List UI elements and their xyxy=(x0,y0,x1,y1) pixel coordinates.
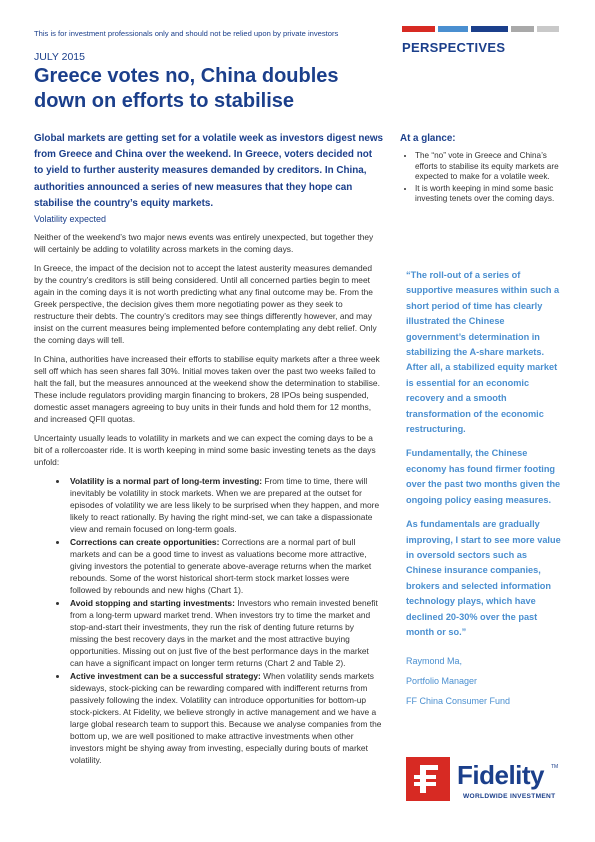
stripe-lightgrey xyxy=(537,26,559,32)
section-subhead: Volatility expected xyxy=(34,214,107,224)
quote-paragraph: Fundamentally, the Chinese economy has found firmer footing over the past two months given the ongoing policy easing measures. xyxy=(406,448,561,505)
tenets-list xyxy=(34,475,382,766)
quote-paragraph: As fundamentals are gradually improving, I start to see more value in oversold sectors such as Chinese insurance companies, brokers and selected information technology plays, which have declined 20-30% over the past month or so.” xyxy=(406,519,561,637)
article-title xyxy=(34,64,394,114)
brand-stripe xyxy=(402,26,562,32)
fidelity-wordmark: Fidelity xyxy=(457,760,545,790)
attribution-name: Raymond Ma, xyxy=(406,656,463,666)
stripe-grey xyxy=(511,26,535,32)
trademark-mark: TM xyxy=(551,764,559,770)
pull-quote xyxy=(406,268,562,649)
brand-title: PERSPECTIVES xyxy=(402,40,506,55)
article-date: JULY 2015 xyxy=(34,51,85,63)
disclaimer-text: This is for investment professionals only and should not be relied upon by private investors xyxy=(34,29,339,38)
stripe-red xyxy=(402,26,435,32)
quote-paragraph: “The roll-out of a series of supportive measures within such a short period of time has clearly illustrated the Chinese government’s determination in stabilizing the A-share markets. After all, a stabilized equity market is essential for an economic recovery and a smooth transformation of the economic restructuring. xyxy=(406,270,560,435)
attribution-role: Portfolio Manager xyxy=(406,676,478,686)
glance-item: • It is worth keeping in mind some basic investing tenets over the coming days. xyxy=(415,184,560,205)
fidelity-f-glyph xyxy=(406,757,450,801)
at-a-glance-box xyxy=(400,133,560,206)
list-item-lead: Corrections can create opportunities: xyxy=(70,537,220,547)
quote-attribution xyxy=(406,656,562,716)
paragraph: Uncertainty usually leads to volatility in markets and we can expect the coming days to be a bit of a rollercoaster ride. It is worth keeping in mind some basic investing tenets as the days unfold: xyxy=(34,433,376,467)
glance-item: • The “no” vote in Greece and China’s efforts to stabilise its equity markets are expected to make for a volatile week. xyxy=(415,151,560,183)
stripe-lightblue xyxy=(438,26,467,32)
stripe-darkblue xyxy=(471,26,508,32)
paragraph: In China, authorities have increased their efforts to stabilise equity markets after a three week sell off which has seen shares fall 30%. Initial moves taken over the past two weeks failed to halt the fall, but the measures announced at the weekend show the determination to stabilise. These include regulators providing margin financing to brokers, 28 IPOs being suspended, domestic asset managers agreeing to buy units in their funds and hold them for 12 months, and increased QFII quotas. xyxy=(34,354,380,424)
list-item-lead: Volatility is a normal part of long-term investing: xyxy=(70,476,263,486)
attribution-fund: FF China Consumer Fund xyxy=(406,696,511,706)
fidelity-tagline: WORLDWIDE INVESTMENT xyxy=(463,793,556,800)
at-a-glance-heading: At a glance: xyxy=(400,133,456,144)
title-line-1: Greece votes no, China doubles xyxy=(34,65,339,87)
list-item xyxy=(68,597,382,669)
article-body xyxy=(34,231,382,767)
article-lede: Global markets are getting set for a volatile week as investors digest news from Greece and China over the weekend. In Greece, voters decided not to yield to further austerity measures demanded by creditors. In China, authorities announced a series of new measures that they hope can stabilise the country’s equity markets. xyxy=(34,133,384,209)
list-item-text: Investors who remain invested benefit from a long-term upward market trend. When investors try to time the market and stop-and-start their investments, they run the risk of denting future returns by missing the best recovery days in the market and the most attractive buying opportunities. Missing out on just five of the best performance days in the market can have a significant impact on longer term returns (Chart 2 and Table 2). xyxy=(70,598,378,668)
title-line-2: down on efforts to stabilise xyxy=(34,90,295,112)
paragraph: Neither of the weekend’s two major news events was entirely unexpected, but together they will certainly be adding to volatility across markets in the coming days. xyxy=(34,232,374,254)
list-item xyxy=(68,475,382,535)
list-item xyxy=(68,670,382,766)
list-item-lead: Avoid stopping and starting investments: xyxy=(70,598,235,608)
at-a-glance-list xyxy=(400,151,560,205)
list-item-lead: Active investment can be a successful strategy: xyxy=(70,671,261,681)
fidelity-f-icon xyxy=(406,757,450,801)
paragraph: In Greece, the impact of the decision not to accept the latest austerity measures demanded by the country’s creditors is still being considered. Until all concerned parties begin to meet again in the coming days it is not worth predicting what any final outcome may be. From the Greek perspective, the decision gives them more negotiating power as they seek to restructure their debts. The country’s creditors may see things differently however, and may insist on the current measures being implemented before contemplating any debt relief. Only the coming days will tell. xyxy=(34,263,377,345)
list-item-text: When volatility sends markets sideways, stock-picking can be rewarding compared with indifferent returns from passively following the index. Volatility can introduce opportunities for bottom-up stock-pickers. At Fidelity, we believe strongly in active management and we have a large global research team to support this. Because we analyse companies from the bottom up, we are well positioned to make attractive investments when other investors might be shying away from investing, especially during bouts of market volatility. xyxy=(70,671,382,765)
list-item-text: From time to time, there will inevitably be volatility in stock markets. When we are prepared at the outset for episodes of volatility we are less likely to be surprised when they happen, and more likely to react rationally. By having the right mind-set, we can take a dispassionate view and remain focused on long-term goals. xyxy=(70,476,380,534)
list-item xyxy=(68,536,382,596)
list-item-text: Corrections are a normal part of bull markets and can be a good time to invest as valuations become more attractive, giving investors the potential to generate above-average returns when the market rebounds. Some of the worst historical short-term stock market losses were followed by rebounds and new highs (Chart 1). xyxy=(70,537,372,595)
